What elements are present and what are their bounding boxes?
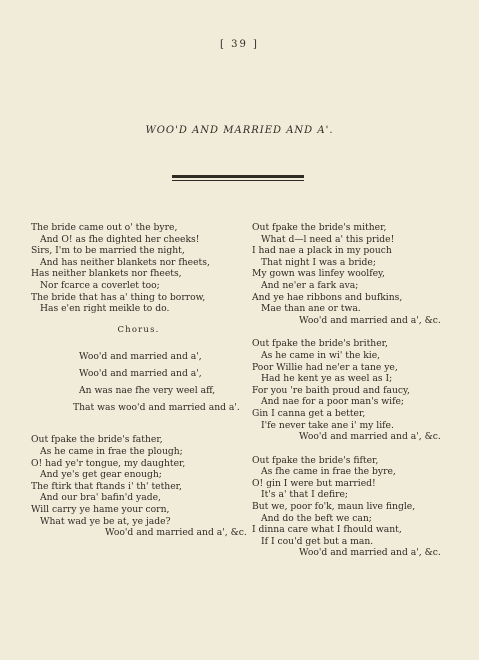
verse-line [252,222,462,234]
verse-line: Mae than ane or twa. [261,303,361,315]
verse-line: I'fe never take ane i' my life. [261,419,394,431]
verse-line: I had nae a plack in my pouch [252,245,392,257]
chorus-heading: Chorus. [117,324,160,335]
verse-line: And nae for a poor man's wife; [261,396,405,408]
stanza-2 [31,434,246,538]
verse-line: For you 're baith proud and faucy, [252,384,410,396]
stanza-3 [252,222,462,326]
verse-line: Will carry ye hame your corn, [31,503,170,515]
verse-line: The bride that has a' thing to borrow, [31,291,206,303]
chorus-line: Woo'd and married and a', [79,351,202,363]
chorus-line: That was woo'd and married and a'. [73,402,240,414]
verse-line: And has neither blankets nor fheets, [40,256,210,268]
stanza-4 [252,338,462,442]
verse-line: As he came in wi' the kie, [261,349,381,361]
refrain-line: Woo'd and married and a', &c. [299,547,441,559]
verse-line: Out fpake the bride's fifter, [252,454,379,466]
verse-line: If I cou'd get but a man. [261,535,374,547]
verse-line: And ye's get gear enough; [40,469,162,481]
verse-line: Poor Willie had ne'er a tane ye, [252,361,398,373]
right-column [252,222,462,559]
chorus-line: Woo'd and married and a', [79,368,202,380]
refrain-line: Woo'd and married and a', &c. [299,431,441,443]
refrain-line: Woo'd and married and a', &c. [299,314,441,326]
stanza-5 [252,455,462,559]
verse-line: Out fpake the bride's brither, [252,338,388,350]
title-rule-thin [172,180,304,181]
refrain-line: Woo'd and married and a', &c. [105,527,247,539]
verse-line: The ftirk that ftands i' th' tether, [31,480,182,492]
stanza-1 [31,222,246,315]
verse-line: And ne'er a fark ava; [261,279,359,291]
verse-line: Nor fcarce a coverlet too; [40,279,160,291]
verse-line: Sirs, I'm to be married the night, [31,245,185,257]
verse-line: The bride came out o' the byre, [31,222,178,233]
verse-line: And ye hae ribbons and bufkins, [252,291,403,303]
verse-line: What d—l need a' this pride! [261,233,395,245]
page-number: [ 39 ] [220,39,259,50]
verse-line: O! gin I were but married! [252,477,376,489]
verse-line: My gown was linfey woolfey, [252,268,385,280]
title-rule-thick [172,175,304,178]
verse-line: That night I was a bride; [261,256,376,268]
verse-line: It's a' that I defire; [261,489,349,501]
verse-line: Had he kent ye as weel as I; [261,373,393,385]
verse-line: Gin I canna get a better, [252,407,366,419]
verse-line: And do the beft we can; [261,512,372,524]
verse-line: What wad ye be at, ye jade? [40,515,171,527]
verse-line: As fhe came in frae the byre, [261,466,396,478]
verse-line: As he came in frae the plough; [40,445,183,457]
verse-line: But we, poor fo'k, maun live fingle, [252,501,416,513]
verse-line: And our bra' bafin'd yade, [40,492,161,504]
verse-line: Has neither blankets nor fheets, [31,268,182,280]
verse-line: O! had ye'r tongue, my daughter, [31,457,186,469]
left-column [31,222,246,539]
chorus-line: An was nae fhe very weel aff, [79,385,216,397]
poem-title: WOO'D AND MARRIED AND A'. [145,125,334,136]
verse-line: And O! as fhe dighted her cheeks! [40,233,200,245]
verse-line: Out fpake the bride's father, [31,434,163,446]
verse-text: Out fpake the bride's mither, [252,222,387,233]
chorus [31,348,246,416]
verse-line: Has e'en right meikle to do. [40,303,170,315]
verse-line: I dinna care what I fhould want, [252,524,402,536]
